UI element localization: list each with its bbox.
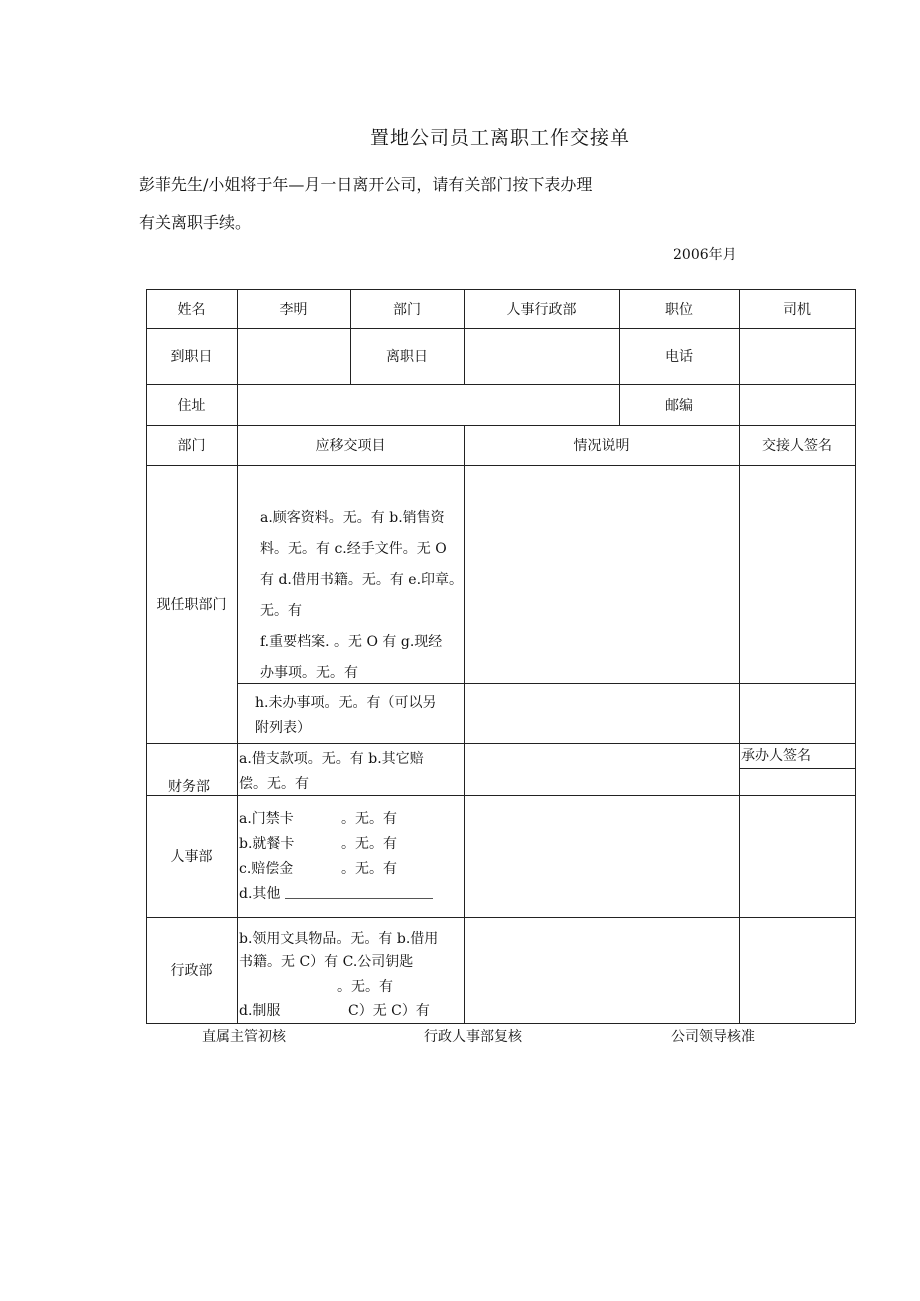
admin-label: 行政部 — [170, 963, 213, 979]
admin-item-line: 书籍。无 C）有 C.公司钥匙 — [239, 954, 414, 970]
hr-item-name: b.就餐卡 — [239, 836, 295, 852]
admin-item-status: C）无 C）有 — [348, 1003, 430, 1019]
postcode-label: 邮编 — [665, 397, 693, 414]
hr-item-status: 。无。有 — [341, 811, 397, 827]
hr-item-status: 。无。有 — [341, 861, 397, 877]
hr-other-label: d.其他 — [239, 886, 281, 902]
current-dept-item-line: 料。无。有 c.经手文件。无 O — [260, 541, 447, 557]
position-value: 司机 — [783, 301, 811, 318]
intro-line-2: 有关离职手续。 — [139, 213, 252, 232]
dept-label: 部门 — [393, 301, 421, 318]
supervisor-review-label: 直属主管初核 — [202, 1029, 286, 1045]
phone-label: 电话 — [665, 349, 693, 365]
hr-item-name: a.门禁卡 — [239, 811, 294, 827]
hr-review-label: 行政人事部复核 — [424, 1029, 522, 1045]
address-label: 住址 — [177, 397, 206, 414]
phone-value — [739, 328, 855, 384]
hr-item-status: 。无。有 — [341, 836, 397, 852]
leader-approval-label: 公司领导核准 — [671, 1029, 755, 1045]
current-dept-item-line: 有 d.借用书籍。无。有 e.印章。 — [260, 572, 464, 588]
hr-label: 人事部 — [170, 849, 213, 865]
name-label: 姓名 — [177, 301, 206, 318]
col-signer-header: 交接人签名 — [762, 438, 832, 454]
dept-value: 人事行政部 — [506, 301, 577, 318]
name-value: 李明 — [279, 301, 308, 318]
intro-line-1: 彭菲先生/小姐将于年—月一日离开公司，请有关部门按下表办理 — [139, 175, 593, 194]
date-label: 2006年月 — [673, 247, 737, 263]
current-dept-item-line: a.顾客资料。无。有 b.销售资 — [260, 510, 445, 526]
hr-item-name: c.赔偿金 — [239, 861, 294, 877]
col-dept-header: 部门 — [177, 438, 206, 454]
position-label: 职位 — [665, 301, 693, 318]
leave-date-label: 离职日 — [386, 349, 428, 365]
handler-signature-label: 承办人签名 — [741, 748, 811, 764]
admin-item-line: 。无。有 — [337, 979, 393, 995]
finance-item-line: a.借支款项。无。有 b.其它赔 — [239, 751, 424, 767]
join-date-value — [237, 328, 350, 384]
admin-item-name: d.制服 — [239, 1003, 281, 1019]
finance-item-line: 偿。无。有 — [239, 776, 309, 792]
current-dept-pending-line: h.未办事项。无。有（可以另 — [255, 695, 437, 711]
col-items-header: 应移交项目 — [315, 438, 386, 454]
current-dept-item-line: 无。有 — [260, 603, 302, 619]
leave-date-value — [464, 328, 619, 384]
finance-label: 财务部 — [168, 779, 210, 795]
address-value — [237, 384, 619, 425]
current-dept-label: 现任职部门 — [156, 597, 227, 613]
col-notes-header: 情况说明 — [573, 438, 630, 454]
current-dept-item-line: 办事项。无。有 — [260, 665, 358, 681]
page-title: 置地公司员工离职工作交接单 — [369, 127, 630, 149]
postcode-value — [739, 384, 855, 425]
admin-item-line: b.领用文具物品。无。有 b.借用 — [239, 931, 439, 947]
current-dept-item-line: f.重要档案. 。无 O 有 g.现经 — [260, 634, 443, 650]
current-dept-pending-line: 附列表） — [255, 720, 311, 736]
hr-other-blank-line — [285, 898, 433, 899]
join-date-label: 到职日 — [170, 349, 213, 365]
